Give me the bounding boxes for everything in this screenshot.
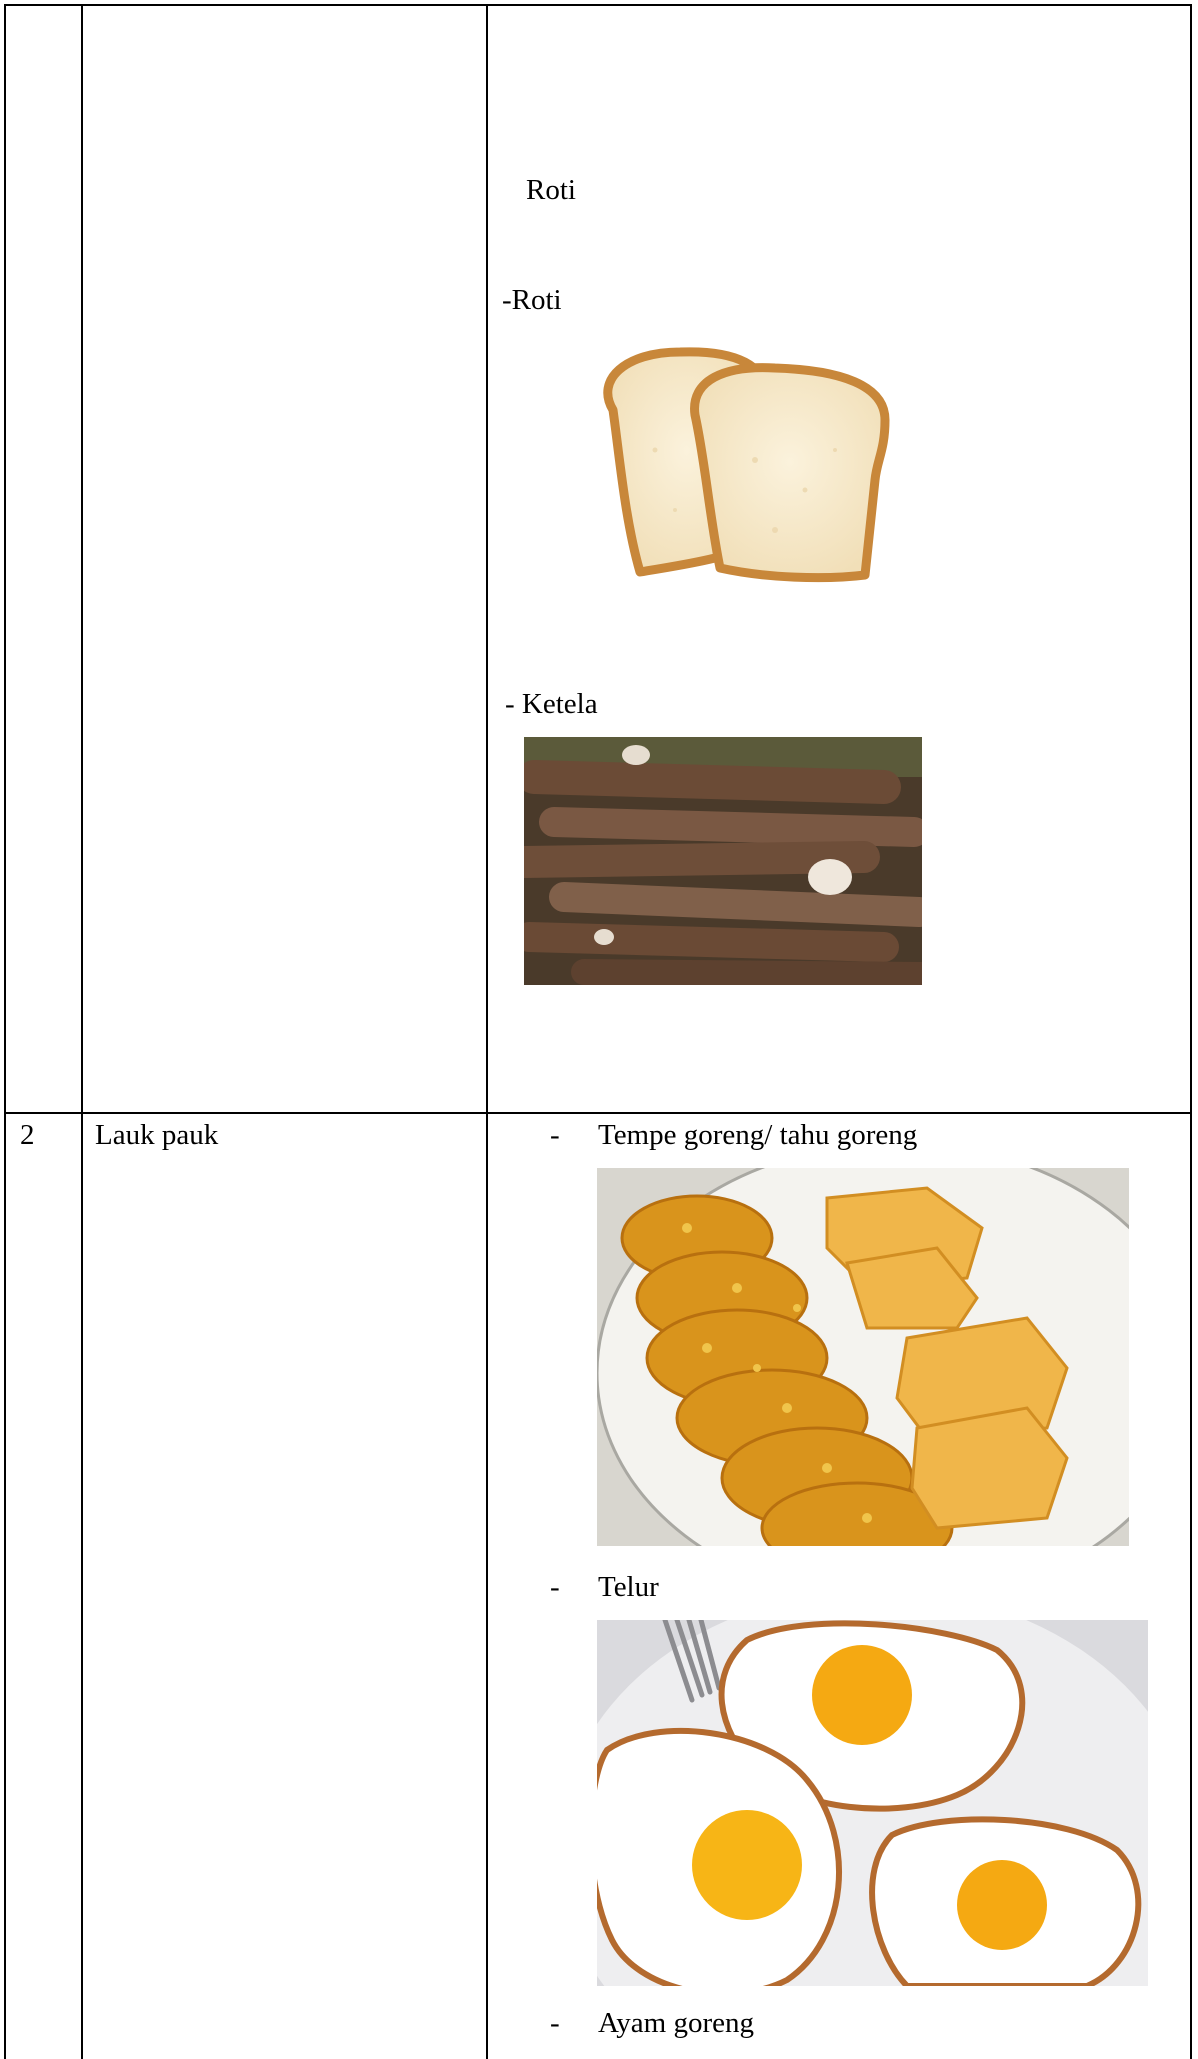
row2-category: Lauk pauk	[95, 1119, 219, 1151]
row2-number: 2	[20, 1119, 35, 1151]
tempe-tahu-image	[597, 1168, 1129, 1546]
row2-item-label-tempe-tahu: Tempe goreng/ tahu goreng	[598, 1119, 918, 1151]
row1-item-label-ketela: - Ketela	[505, 688, 598, 720]
table-column-divider-2	[486, 4, 488, 2059]
bread-slices-image	[585, 340, 925, 600]
cassava-image	[524, 737, 922, 985]
table-row-divider	[4, 1112, 1192, 1114]
row1-heading: Roti	[526, 174, 576, 206]
row2-item-dash-3: -	[550, 2007, 560, 2039]
fried-eggs-image	[597, 1620, 1148, 1986]
row1-item-label-roti: -Roti	[502, 284, 562, 316]
row2-item-label-telur: Telur	[598, 1571, 659, 1603]
table-border-right	[1190, 4, 1192, 2059]
row2-item-dash-2: -	[550, 1571, 560, 1603]
table-border-left	[4, 4, 6, 2059]
row2-item-label-ayam-goreng: Ayam goreng	[598, 2007, 754, 2039]
table-border-top	[4, 4, 1192, 6]
row2-item-dash-1: -	[550, 1119, 560, 1151]
table-column-divider-1	[81, 4, 83, 2059]
